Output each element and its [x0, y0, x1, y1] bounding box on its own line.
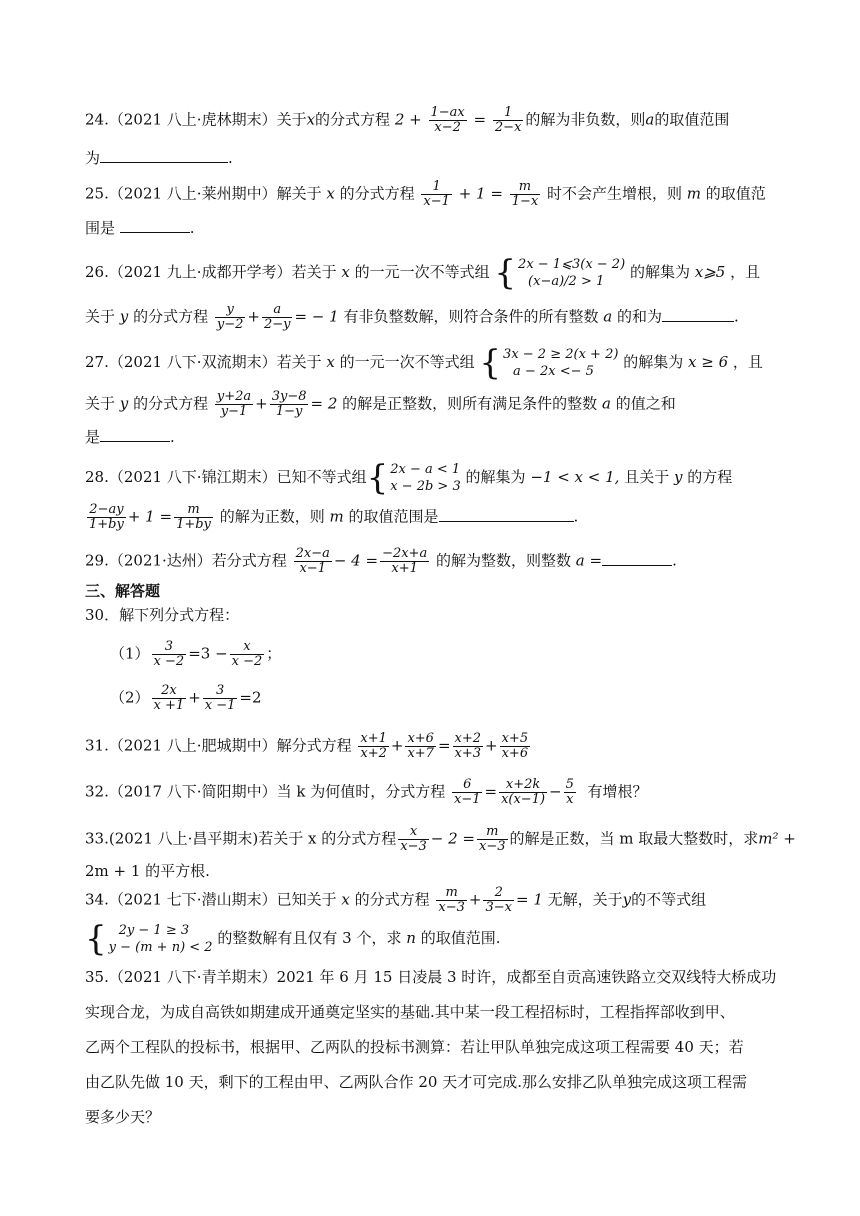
- q28-frac-2: $\frac{m}{1+by}$: [176, 502, 211, 532]
- q26-line2d: 的和为: [617, 307, 663, 326]
- q29-frac-1: $\frac{2x-a}{x-1}$: [295, 546, 330, 576]
- answer-blank[interactable]: [439, 505, 574, 522]
- q24-mid: 的分式方程: [315, 110, 391, 129]
- question-28: [85, 458, 733, 498]
- var-x: x: [326, 184, 335, 203]
- q24-prefix: 24.（2021 八上·虎林期末）关于: [85, 110, 307, 129]
- q27-line2c: 的解是正整数，则所有满足条件的整数: [342, 394, 598, 413]
- q30-title: 30．解下列分式方程：: [85, 606, 240, 624]
- q25-tail: 时不会产生增根，则: [546, 184, 682, 203]
- q27-tail2: ，且: [732, 353, 763, 371]
- q24-frac-2: $\frac{1}{2-x}$: [494, 105, 522, 135]
- q28-tail3: 的方程: [687, 468, 733, 486]
- q29-tail2: a =: [575, 551, 603, 570]
- q28-system: 2x − a < 1 x − 2b > 3: [390, 462, 461, 494]
- var-a: a: [601, 394, 611, 413]
- question-33-line2: 2m + 1 的平方根.: [85, 862, 210, 880]
- q27-solution: x ≥ 6: [688, 353, 729, 371]
- q26-line2a: 关于: [85, 307, 116, 326]
- q26-tail2: ，且: [730, 263, 761, 281]
- q27-frac-1: $\frac{y+2a}{y-1}$: [216, 389, 252, 419]
- q26-eqr: = − 1: [294, 307, 339, 326]
- question-27-line2: 关于 y 的分式方程 $\frac{y+2a}{y-1}$ + $\frac{3y-8}{1-y}$ = 2 的解是正整数，则所有满足条件的整数 a 的值之和: [85, 389, 676, 419]
- q25-line2: 围是: [85, 219, 116, 237]
- answer-blank[interactable]: [100, 146, 228, 163]
- q30-part-1: （1） $\frac{3}{x -2}$ =3 − $\frac{x}{x -2}$ ；: [110, 639, 282, 669]
- question-26: [85, 253, 761, 293]
- q25-mid: 的分式方程: [339, 184, 415, 203]
- q24-tail2: 的取值范围: [654, 110, 730, 129]
- q28-line2: 的解为正数，则: [219, 507, 325, 526]
- q25-prefix: 25.（2021 八上·莱州期中）解关于: [85, 184, 322, 203]
- var-a: a: [603, 307, 613, 326]
- q26-system: 2x − 1⩽3(x − 2) (x−a)/2 > 1: [518, 257, 626, 289]
- q35-line-2: 实现合龙，为成自高铁如期建成开通奠定坚实的基础.其中某一段工程招标时，工程指挥部收到甲、: [85, 1003, 735, 1021]
- q30-part-2: （2） $\frac{2x}{x +1}$ + $\frac{3}{x -1}$ =2: [110, 683, 262, 713]
- q26-mid: 的一元一次不等式组: [354, 263, 490, 281]
- q26-frac-2: $\frac{a}{2-y}$: [263, 302, 291, 332]
- q28-plus: + 1 =: [127, 507, 173, 526]
- question-32: 32.（2017 八下·简阳期中）当 k 为何值时，分式方程 $\frac{6}{x-1}$ = $\frac{x+2k}{x(x-1)}$ − $\frac{5}{x}$ 有增根？: [85, 777, 648, 807]
- q26-frac-1: $\frac{y}{y-2}$: [216, 302, 244, 332]
- question-31: 31.（2021 八上·肥城期中）解分式方程 $\frac{x+1}{x+2}$ + $\frac{x+6}{x+7}$ = $\frac{x+2}{x+3}$ + $\frac{x+5}{x+6}$: [85, 731, 529, 761]
- question-24: [85, 106, 729, 135]
- q35-line-1: 35.（2021 八下·青羊期末）2021 年 6 月 15 日凌晨 3 时许，成都至自贡高速铁路立交双线特大桥成功: [85, 968, 777, 986]
- question-27-line3: 是 .: [85, 425, 175, 448]
- answer-blank[interactable]: [602, 549, 672, 566]
- q28-line2b: 的取值范围是: [348, 507, 439, 526]
- question-33: 33.(2021 八上·昌平期末)若关于 x 的分式方程 $\frac{x}{x-3}$ − 2 = $\frac{m}{x-3}$ 的解是正数，当 m 取最大整数时，求m² +: [85, 824, 796, 854]
- var-y: y: [119, 307, 129, 326]
- q27-line2a: 关于: [85, 394, 116, 413]
- q26-tail: 的解集为: [629, 263, 690, 281]
- q24-frac-1: $\frac{1-ax}{x-2}$: [430, 105, 465, 135]
- q29-prefix: 29.（2021·达州）若分式方程: [85, 551, 287, 570]
- answer-blank[interactable]: [662, 305, 734, 322]
- q26-line2c: 有非负整数解，则符合条件的所有整数: [343, 307, 599, 326]
- q35-line-3: 乙两个工程队的投标书，根据甲、乙两队的投标书测算：若让甲队单独完成这项工程需要 40 天；若: [85, 1038, 744, 1056]
- q24-line2: 为: [85, 149, 101, 167]
- q25-tail2: 的取值范: [705, 184, 766, 203]
- q28-solution: −1 < x < 1,: [530, 468, 620, 486]
- question-34-line2: { 2y − 1 ≥ 3 y − (m + n) < 2 的整数解有且仅有 3 个，求 n 的取值范围.: [85, 919, 501, 959]
- q24-tail: 的解为非负数，则: [525, 110, 646, 129]
- var-m: m: [686, 184, 701, 203]
- q29-minus: − 4 =: [333, 551, 379, 570]
- q27-system: 3x − 2 ≥ 2(x + 2) a − 2x <− 5: [503, 347, 619, 379]
- question-25-line2: 围是 .: [85, 216, 195, 239]
- q26-prefix: 26.（2021 九上·成都开学考）若关于: [85, 263, 337, 281]
- q27-eqr: = 2: [310, 394, 338, 413]
- question-34: 34.（2021 七下·潜山期末）已知关于 x 的分式方程 $\frac{m}{x-3}$ + $\frac{2}{3-x}$ = 1 无解，关于y的不等式组: [85, 885, 707, 915]
- question-25: [85, 180, 766, 209]
- question-27: [85, 343, 763, 383]
- q26-solution: x⩾5: [694, 263, 726, 281]
- q29-frac-2: $\frac{-2x+a}{x+1}$: [382, 546, 428, 576]
- q35-line-5: 要多少天？: [85, 1108, 161, 1126]
- q27-frac-2: $\frac{3y-8}{1-y}$: [271, 389, 307, 419]
- question-26-line2: 关于 y 的分式方程 $\frac{y}{y-2}$ + $\frac{a}{2-y}$ = − 1 有非负整数解，则符合条件的所有整数 a 的和为 .: [85, 302, 739, 332]
- brace-icon: {: [85, 919, 107, 959]
- q25-frac-1: $\frac{1}{x-1}$: [423, 179, 450, 209]
- brace-icon: {: [479, 343, 502, 383]
- var-x: x: [326, 353, 335, 371]
- q27-line2b: 的分式方程: [133, 394, 209, 413]
- q28-frac-1: $\frac{2-ay}{1+by}$: [89, 502, 124, 532]
- q29-tail: 的解为整数，则整数: [435, 551, 571, 570]
- q27-tail: 的解集为: [623, 353, 684, 371]
- q26-line2b: 的分式方程: [133, 307, 209, 326]
- q28-tail2: 且关于: [624, 468, 670, 486]
- q28-prefix: 28.（2021 八下·锦江期末）已知不等式组: [85, 468, 367, 486]
- question-30: [85, 604, 239, 626]
- answer-blank[interactable]: [100, 425, 170, 442]
- q24-eq-b: =: [473, 110, 487, 129]
- var-a: a: [645, 110, 655, 129]
- q35-line-4: 由乙队先做 10 天，剩下的工程由甲、乙两队合作 20 天才可完成.那么安排乙队单独完成这项工程需: [85, 1073, 748, 1091]
- question-24-line2: 为 .: [85, 146, 233, 169]
- question-28-line2: $\frac{2-ay}{1+by}$ + 1 = $\frac{m}{1+by}$ 的解为正数，则 m 的取值范围是 .: [89, 502, 579, 532]
- q27-mid: 的一元一次不等式组: [339, 353, 475, 371]
- var-x: x: [306, 110, 316, 129]
- q27-line2d: 的值之和: [615, 394, 676, 413]
- var-m: m: [329, 507, 344, 526]
- q25-frac-2: $\frac{m}{1-x}$: [511, 179, 539, 209]
- q24-eq-a: 2 +: [394, 110, 422, 129]
- answer-blank[interactable]: [120, 216, 190, 233]
- q27-line3: 是: [85, 428, 101, 446]
- q25-plus: + 1 =: [458, 184, 503, 203]
- brace-icon: {: [494, 253, 517, 293]
- q27-prefix: 27.（2021 八下·双流期末）若关于: [85, 353, 322, 371]
- brace-icon: {: [366, 458, 389, 498]
- var-y: y: [673, 468, 683, 486]
- question-29: 29.（2021·达州）若分式方程 $\frac{2x-a}{x-1}$ − 4 = $\frac{-2x+a}{x+1}$ 的解为整数，则整数 a = .: [85, 546, 677, 576]
- section-heading: 三、解答题: [85, 582, 161, 600]
- var-x: x: [341, 263, 350, 281]
- var-y: y: [119, 394, 129, 413]
- q28-tail: 的解集为: [465, 468, 526, 486]
